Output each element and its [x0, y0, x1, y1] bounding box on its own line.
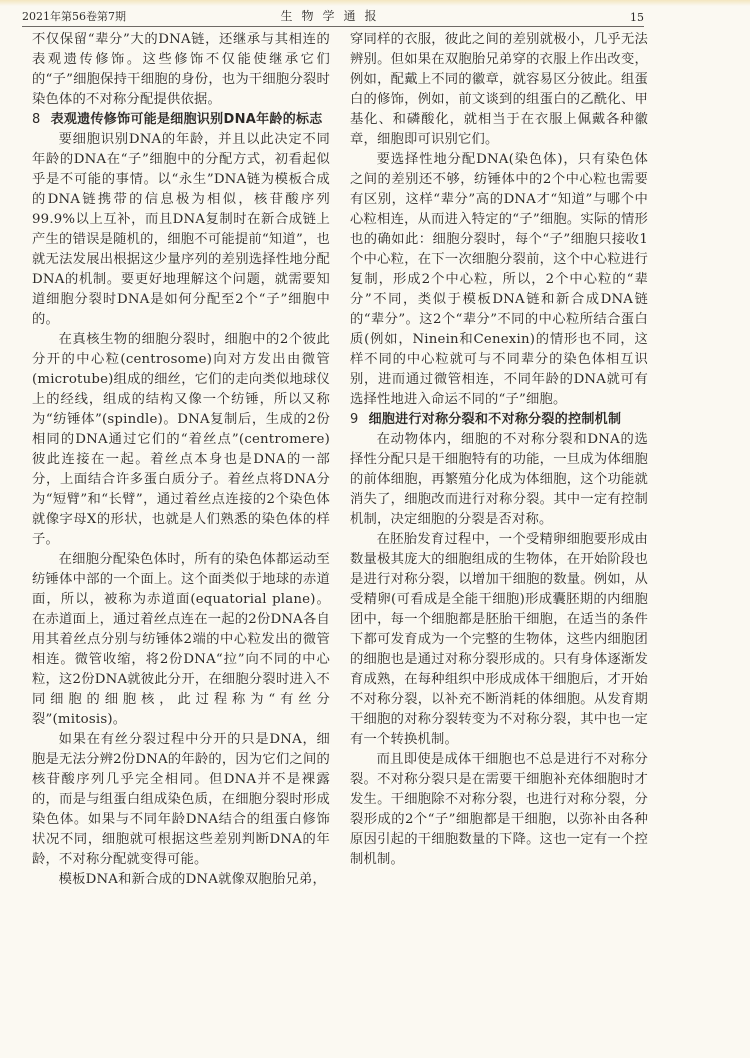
paragraph: 要选择性地分配DNA(染色体)，只有染色体之间的差别还不够，纺锤体中的2个中心粒也需要有区别，这样“辈分”高的DNA才“知道”与哪个中心粒相连，从而进入特定的“子”细胞。实际的情形也的确如此：细胞分裂时，每个“子”细胞只接收1个中心粒，在下一次细胞分裂前，这个中心粒进行复制，形成2个中心粒，所以，2个中心粒的“辈分”不同，类似于模板DNA链和新合成DNA链的“辈分”。这2个“辈分”不同的中心粒所结合蛋白质(例如，Ninein和Cenexin)的情形也不同，这样不同的中心粒就可与不同辈分的染色体相互识别，进而通过微管相连，不同年龄的DNA就可有选择性地进入命运不同的“子”细胞。 — [350, 152, 648, 407]
right-column — [350, 30, 648, 890]
paragraph: 如果在有丝分裂过程中分开的只是DNA，细胞是无法分辨2份DNA的年龄的，因为它们之间的核苷酸序列几乎完全相同。但DNA并不是裸露的，而是与组蛋白组成染色质，在细胞分裂时形成染色体。如果与不同年龄DNA结合的组蛋白修饰状况不同，细胞就可根据这些差别判断DNA的年龄，不对称分配就变得可能。 — [32, 732, 330, 867]
paragraph: 而且即使是成体干细胞也不总是进行不对称分裂。不对称分裂只是在需要干细胞补充体细胞时才发生。干细胞除不对称分裂，也进行对称分裂，分裂形成的2个“子”细胞都是干细胞，以弥补由各种原因引起的干细胞数量的下降。这也一定有一个控制机制。 — [350, 752, 648, 867]
section-number: 8 — [32, 112, 41, 127]
section-heading-8 — [32, 110, 330, 130]
running-header — [22, 5, 644, 27]
paragraph: 在细胞分配染色体时，所有的染色体都运动至纺锤体中部的一个面上。这个面类似于地球的赤道面，所以，被称为赤道面(equatorial plane)。在赤道面上，通过着丝点连在一起的2份DNA各自用其着丝点分别与纺锤体2端的中心粒发出的微管相连。微管收缩，将2份DNA“拉”向不同的中心粒，这2份DNA就彼此分开，在细胞分裂时进入不同细胞的细胞核，此过程称为“有丝分裂”(mitosis)。 — [32, 552, 330, 727]
section-title: 细胞进行对称分裂和不对称分裂的控制机制 — [368, 412, 622, 427]
paragraph: 穿同样的衣服，彼此之间的差别就极小，几乎无法辨别。但如果在双胞胎兄弟穿的衣服上作出改变，例如，配戴上不同的徽章，就容易区分彼此。组蛋白的修饰，例如，前文谈到的组蛋白的乙酰化、甲基化、和磷酸化，就相当于在衣服上佩戴各种徽章，细胞即可识别它们。 — [350, 32, 648, 147]
paragraph: 在动物体内，细胞的不对称分裂和DNA的选择性分配只是干细胞特有的功能，一旦成为体细胞的前体细胞，再繁殖分化成为体细胞，这个功能就消失了，细胞改而进行对称分裂。其中一定有控制机制，决定细胞的分裂是否对称。 — [350, 432, 648, 527]
left-column — [32, 30, 330, 890]
paragraph: 要细胞识别DNA的年龄，并且以此决定不同年龄的DNA在“子”细胞中的分配方式，初看起似乎是不可能的事情。以“永生”DNA链为模板合成的DNA链携带的信息极为相似，核苷酸序列99.9%以上互补，而且DNA复制时在新合成链上产生的错误是随机的，细胞不可能提前“知道”，也就无法发展出根据这少量序列的差别选择性地分配DNA的机制。要更好地理解这个问题，就需要知道细胞分裂时DNA是如何分配至2个“子”细胞中的。 — [32, 132, 330, 327]
paragraph: 在真核生物的细胞分裂时，细胞中的2个彼此分开的中心粒(centrosome)向对方发出由微管(microtube)组成的细丝，它们的走向类似地球仪上的经线，组成的结构又像一个纺锤，所以又称为“纺锤体”(spindle)。DNA复制后，生成的2份相同的DNA通过它们的“着丝点”(centromere)彼此连接在一起。着丝点本身也是DNA的一部分，上面结合许多蛋白质分子。着丝点将DNA分为“短臂”和“长臂”，通过着丝点连接的2个染色体就像字母X的形状，也就是人们熟悉的染色体的样子。 — [32, 332, 330, 547]
page-number: 15 — [630, 11, 644, 24]
section-heading-9 — [350, 410, 648, 430]
paragraph: 模板DNA和新合成的DNA就像双胞胎兄弟， — [58, 872, 327, 887]
journal-title: 生物学通报 — [280, 9, 386, 23]
section-title: 表观遗传修饰可能是细胞识别DNA年龄的标志 — [50, 112, 323, 127]
article-body — [32, 30, 648, 890]
section-number: 9 — [350, 412, 359, 427]
issue-info: 2021年第56卷第7期 — [22, 10, 126, 23]
paragraph: 在胚胎发育过程中，一个受精卵细胞要形成由数量极其庞大的细胞组成的生物体，在开始阶段也是进行对称分裂，以增加干细胞的数量。例如，从受精卵(可看成是全能干细胞)形成囊胚期的内细胞团中，每一个细胞都是胚胎干细胞，在适当的条件下都可发育成为一个完整的生物体，这些内细胞团的细胞也是通过对称分裂形成的。只有身体逐渐发育成熟，在每种组织中形成成体干细胞后，才开始不对称分裂，以补充不断消耗的体细胞。从发育期干细胞的对称分裂转变为不对称分裂，其中也一定有一个转换机制。 — [350, 532, 648, 747]
paragraph: 不仅保留“辈分”大的DNA链，还继承与其相连的表观遗传修饰。这些修饰不仅能使继承它们的“子”细胞保持干细胞的身份，也为干细胞分裂时染色体的不对称分配提供依据。 — [32, 32, 330, 107]
